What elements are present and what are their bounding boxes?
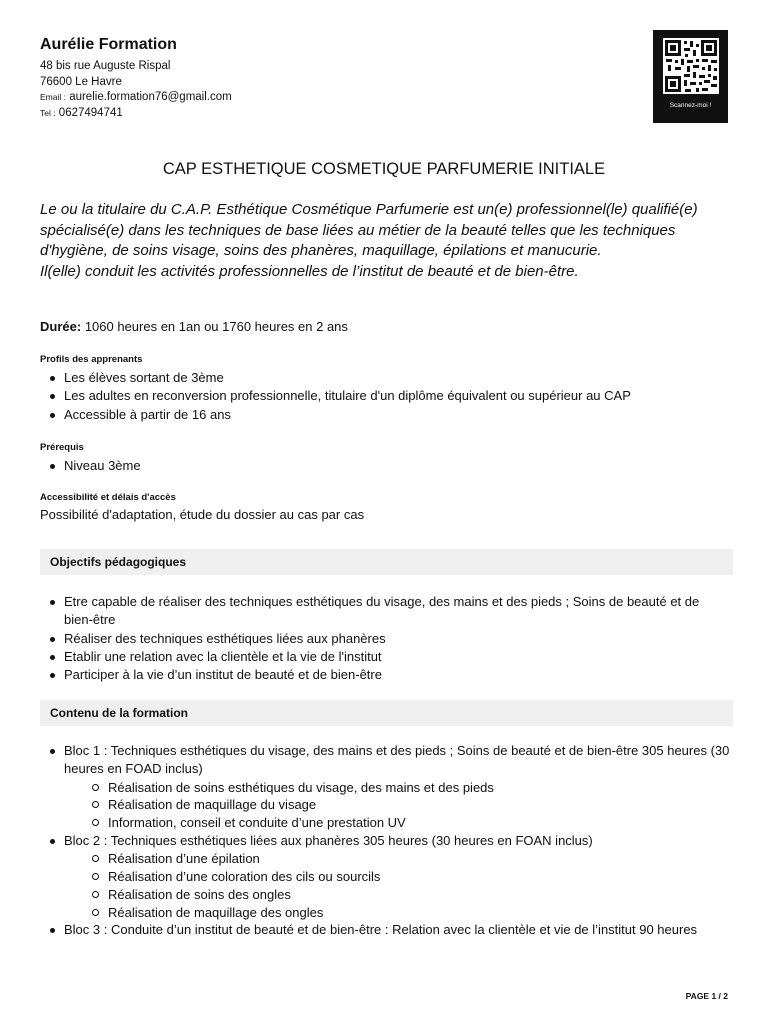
list-item: Participer à la vie d’un institut de beauté et de bien-être [64,666,730,684]
contenu-heading: Contenu de la formation [40,700,733,726]
bloc-label: Bloc 3 : Conduite d’un institut de beauté et de bien-être : Relation avec la clientèle et vie de l’institut 90 heures [64,922,698,938]
email-value[interactable]: aurelie.formation76@gmail.com [69,91,232,103]
list-item: Niveau 3ème [64,457,730,475]
list-item: Etre capable de réaliser des techniques esthétiques du visage, des mains et des pieds ; Soins de beauté et de bien-être [64,593,730,630]
objectifs-section [40,593,730,684]
list-item: Accessible à partir de 16 ans [64,406,730,424]
sub-list-item: Réalisation d’une coloration des cils ou sourcils [108,868,730,886]
sub-list-item: Information, conseil et conduite d’une prestation UV [108,814,730,832]
accessibilite-section [40,492,730,522]
objectifs-heading: Objectifs pédagogiques [40,549,733,575]
list-item: Les élèves sortant de 3ème [64,369,730,387]
profils-list [40,369,730,424]
intro-paragraph [40,200,730,282]
accessibilite-text: Possibilité d'adaptation, étude du dossier au cas par cas [40,507,365,522]
bloc-label: Bloc 2 : Techniques esthétiques liées aux phanères 305 heures (30 heures en FOAN inclus) [64,832,593,848]
tel-label: Tel : [40,107,56,118]
sub-list-item: Réalisation de soins esthétiques du visage, des mains et des pieds [108,779,730,797]
intro-line-3: Il(elle) conduit les activités professionnelles de l’institut de beauté et de bien-être. [40,262,579,280]
intro-line-1: Le ou la titulaire du C.A.P. Esthétique Cosmétique Parfumerie est un(e) professionnel(le) qualifié(e) [40,201,698,218]
profils-section [40,354,730,424]
address-line-1: 48 bis rue Auguste Rispal [40,60,171,72]
list-item: Réaliser des techniques esthétiques liées aux phanères [64,630,730,648]
email-label: Email : [40,92,66,102]
profils-heading: Profils des apprenants [40,354,143,365]
duration-line [40,319,348,334]
organization-header [40,36,232,121]
intro-line-2: spécialisé(e) dans les techniques de base liées au métier de la beauté telles que les techniques d'hygiène, de soins visage, soins des phanères, maquillage, épilations et manucurie. [40,221,676,260]
sub-list-item: Réalisation de soins des ongles [108,886,730,904]
qr-code-block[interactable] [653,30,728,123]
bloc-sublist [64,779,730,832]
sub-list-item: Réalisation de maquillage du visage [108,796,730,814]
page-number: PAGE 1 / 2 [685,991,728,1001]
email-line [40,90,232,106]
bloc-label: Bloc 1 : Techniques esthétiques du visage, des mains et des pieds ; Soins de beauté et de bien-être 305 heures (30 heures en FOAD inclus) [64,743,730,777]
tel-value: 0627494741 [58,106,123,119]
bloc-item [64,921,730,939]
sub-list-item: Réalisation de maquillage des ongles [108,904,730,922]
bloc-item [64,742,730,832]
tel-line [40,106,232,122]
prerequis-section [40,442,730,475]
prerequis-heading: Prérequis [40,442,84,453]
address-line-2: 76600 Le Havre [40,75,122,88]
duration-value: 1060 heures en 1an ou 1760 heures en 2 ans [84,319,348,334]
bloc-sublist [64,850,730,921]
objectifs-list [40,593,730,684]
sub-list-item: Réalisation d’une épilation [108,850,730,868]
org-name: Aurélie Formation [40,36,177,53]
list-item: Les adultes en reconversion professionnelle, titulaire d'un diplôme équivalent ou supérieur au CAP [64,387,730,405]
page-title: CAP ESTHETIQUE COSMETIQUE PARFUMERIE INITIALE [162,160,606,178]
qr-caption: Scannez-moi ! [669,102,712,109]
list-item: Etablir une relation avec la clientèle et la vie de l'institut [64,648,730,666]
contenu-list [40,742,730,940]
qr-code-icon [663,38,719,94]
contenu-section [40,742,730,940]
prerequis-list [40,457,730,475]
bloc-item [64,832,730,921]
duration-label: Durée: [40,319,82,334]
accessibilite-heading: Accessibilité et délais d'accès [40,492,176,503]
